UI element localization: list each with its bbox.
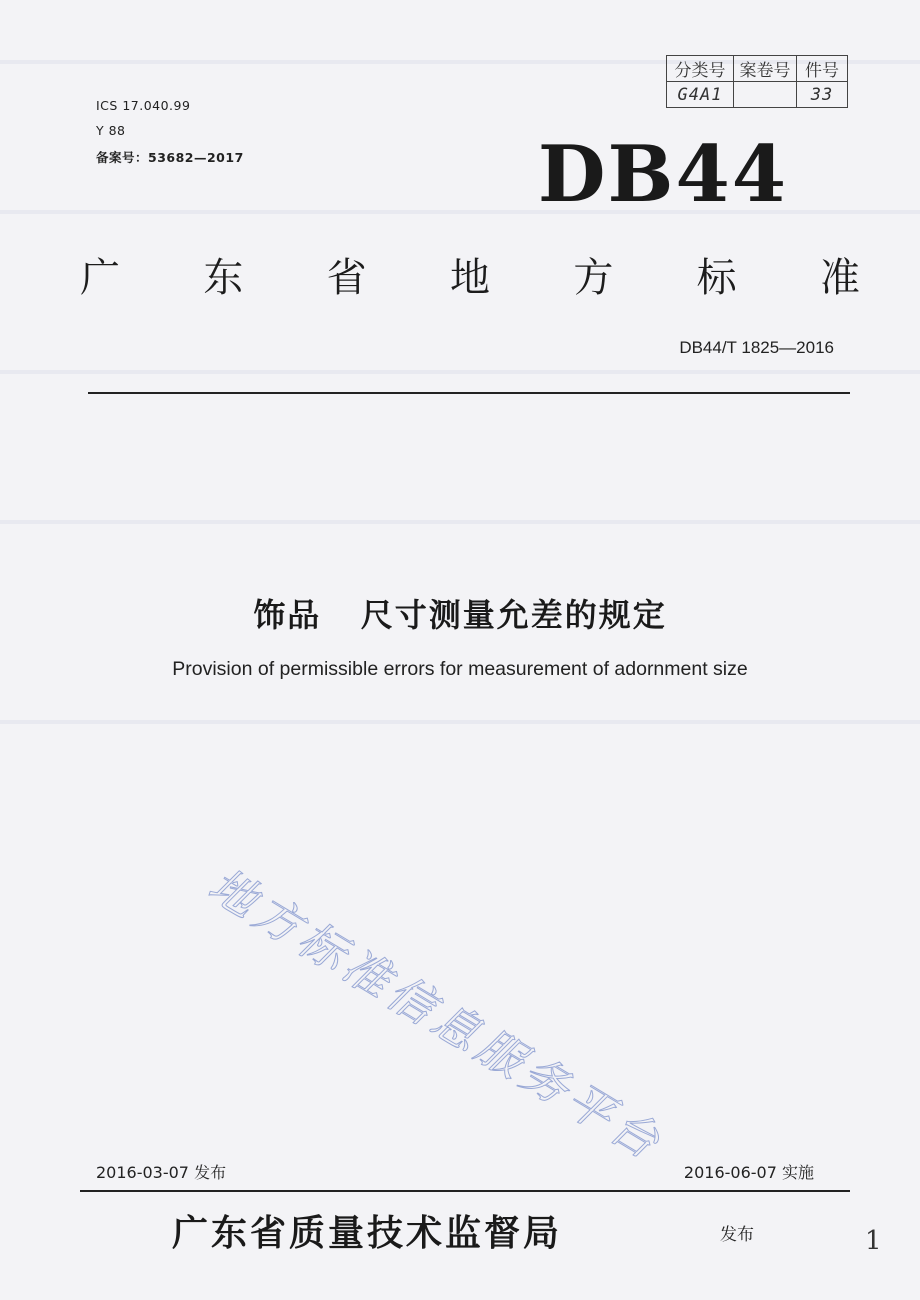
ics-code: ICS 17.040.99 — [96, 98, 191, 113]
scan-texture — [0, 720, 920, 724]
standard-type-char: 准 — [819, 255, 860, 301]
publisher-name: 广东省质量技术监督局 — [172, 1212, 563, 1254]
file-no-header: 案卷号 — [734, 56, 797, 82]
standard-logo-code: DB44 — [537, 129, 788, 220]
header-divider — [88, 392, 850, 394]
classification-header-row — [667, 56, 848, 82]
standard-type — [80, 246, 860, 303]
standard-type-char: 标 — [696, 255, 737, 301]
classification-table — [666, 55, 848, 108]
standard-type-char: 方 — [573, 255, 614, 301]
standard-code: DB44/T 1825—2016 — [679, 338, 834, 357]
scan-texture — [0, 520, 920, 524]
standard-type-char: 广 — [80, 255, 120, 301]
classification-value-row — [667, 82, 848, 108]
publish-label: 发布 — [720, 1225, 754, 1245]
item-no-value: 33 — [797, 82, 848, 108]
class-no-header: 分类号 — [667, 56, 734, 82]
file-no-value — [734, 82, 797, 108]
footer-divider — [80, 1190, 850, 1192]
standard-type-char: 东 — [203, 255, 244, 301]
page-number: 1 — [865, 1226, 882, 1256]
watermark: 地方标准信息服务平台 — [199, 857, 674, 1172]
scan-texture — [0, 370, 920, 374]
implementation-date: 2016-06-07 实施 — [683, 1163, 814, 1182]
item-no-header: 件号 — [797, 56, 848, 82]
class-no-value: G4A1 — [667, 82, 734, 108]
standard-type-char: 省 — [326, 255, 367, 301]
standard-type-char: 地 — [449, 255, 490, 301]
issue-date: 2016-03-07 发布 — [96, 1163, 227, 1182]
title-chinese: 饰品 尺寸测量允差的规定 — [253, 596, 667, 634]
title-english: Provision of permissible errors for measurement of adornment size — [172, 658, 748, 680]
ccs-code: Y 88 — [96, 123, 126, 138]
record-number: 备案号：53682—2017 — [96, 150, 244, 165]
